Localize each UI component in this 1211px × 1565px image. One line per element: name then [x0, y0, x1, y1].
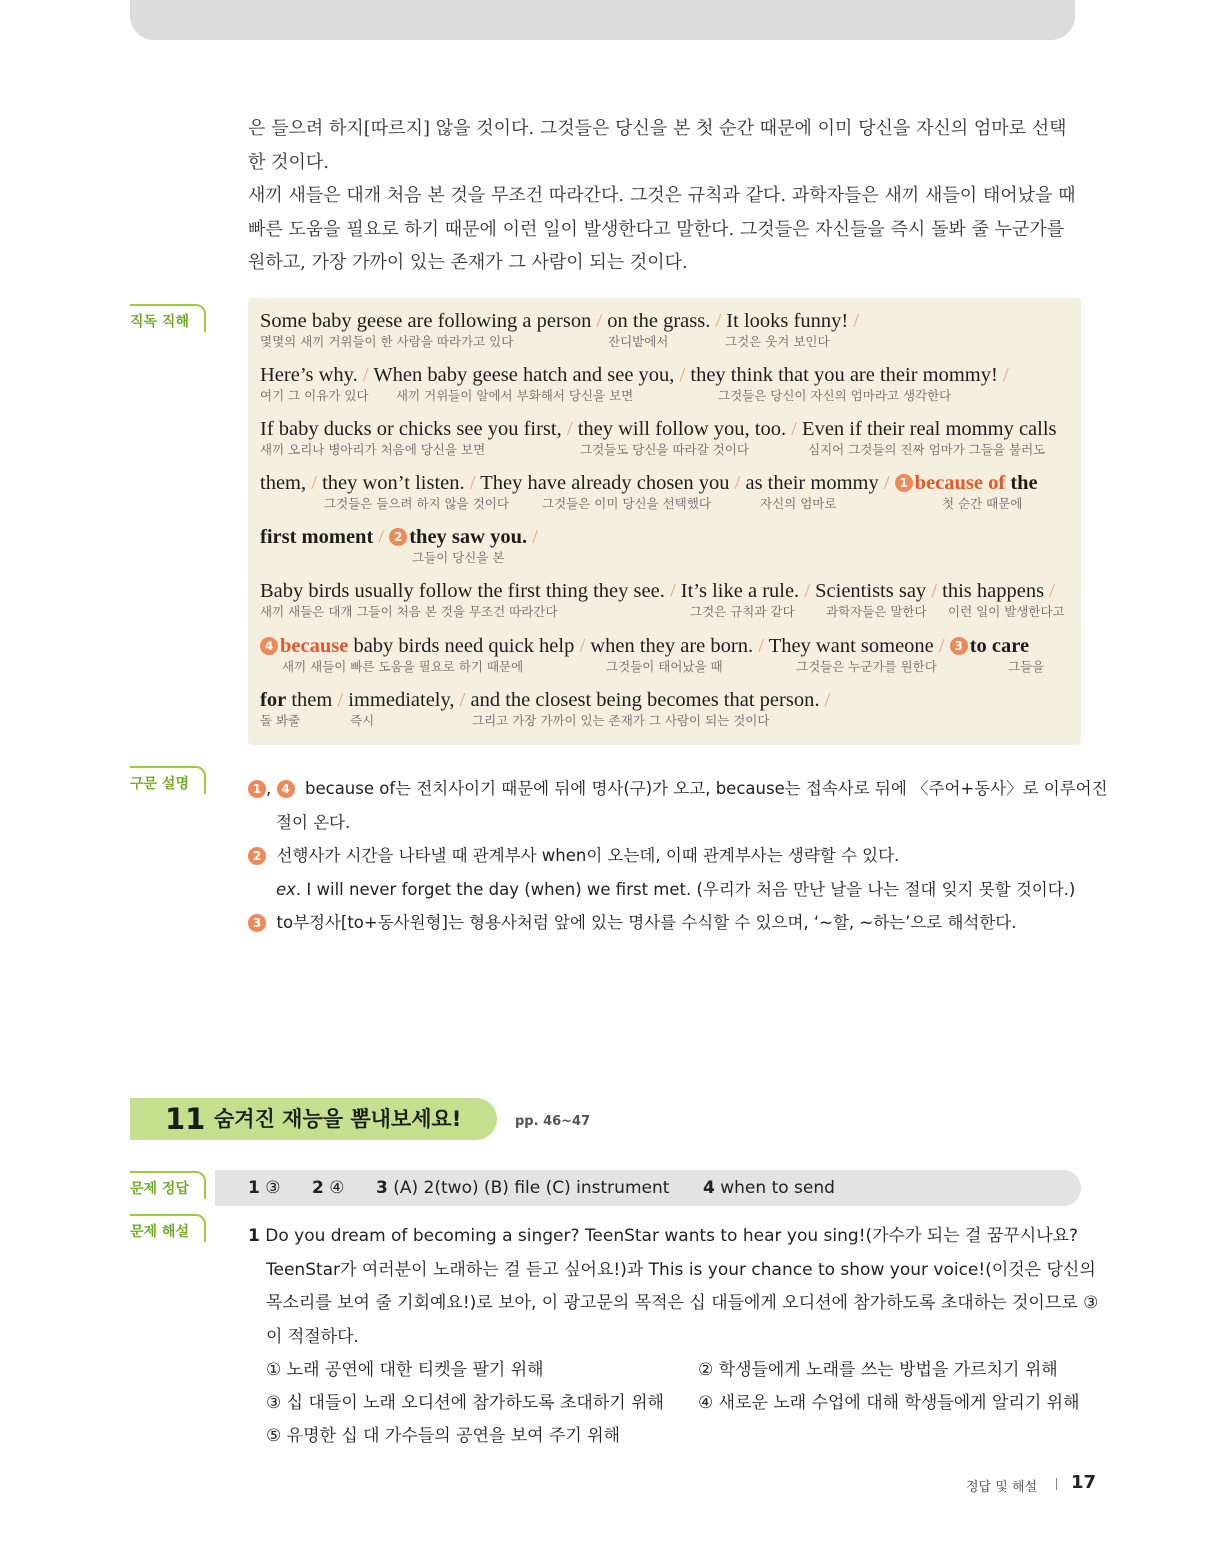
page-number: 17 — [1071, 1472, 1097, 1493]
option-1: ① 노래 공연에 대한 티켓을 팔기 위해 — [266, 1360, 544, 1380]
footer-label: 정답 및 해설 — [966, 1480, 1038, 1495]
reading-line: Baby birds usually follow the first thing they see. / It’s like a rule. / Scientists say / this happens / 새끼 새들은 대개 그들이 처음 본 것을 무조건 따라간다 그것은 규칙과 같다 과학자들은 말한다 이런 일이 발생한다고 — [260, 580, 1065, 619]
page-footer — [966, 1472, 1097, 1495]
reading-line: 4 because baby birds need quick help / when they are born. / They want someone / 3 to care 새끼 새들이 빠른 도움을 필요로 하기 때문에 그것들이 태어났을 때 그것들은 누군가를 원한다 그들을 — [260, 633, 1070, 675]
grammar-label: 구문 설명 — [130, 766, 206, 794]
option-4: ④ 새로운 노래 수업에 대해 학생들에게 알리기 위해 — [698, 1393, 1080, 1413]
reading-line: first moment / 2 they saw you. / 그들이 당신을 본 — [260, 526, 538, 565]
explanation-line: 1 Do you dream of becoming a singer? TeenStar wants to hear you sing!(가수가 되는 걸 꿈꾸시나요? — [248, 1226, 1079, 1246]
marker-4-icon: 4 — [277, 780, 295, 798]
explanation-line: TeenStar가 여러분이 노래하는 걸 듣고 싶어요!)과 This is your chance to show your voice!(이것은 당신의 — [266, 1259, 1096, 1280]
answers-label: 문제 정답 — [130, 1171, 206, 1199]
translation-line: 새끼 새들은 대개 처음 본 것을 무조건 따라간다. 그것은 규칙과 같다. 과학자들은 새끼 새들이 태어났을 때 — [248, 185, 1076, 206]
direct-reading-box — [248, 298, 1081, 745]
explanation-line: 목소리를 보여 줄 기회예요!)로 보아, 이 광고문의 목적은 십 대들에게 오디션에 참가하도록 초대하는 것이므로 ③ — [266, 1293, 1099, 1313]
translation-line: 은 들으려 하지[따르지] 않을 것이다. 그것들은 당신을 본 첫 순간 때문에 이미 당신을 자신의 엄마로 선택 — [248, 118, 1067, 139]
reading-line: them, / they won’t listen. / They have already chosen you / as their mommy / 1 because of the 그것들은 들으려 하지 않을 것이다 그것들은 이미 당신을 선택했다 자신의 엄마로 첫 순간 때문에 — [260, 472, 1038, 511]
grammar-item: 3 to부정사[to+동사원형]는 형용사처럼 앞에 있는 명사를 수식할 수 있으며, ‘~할, ~하는’으로 해석한다. — [248, 906, 1088, 940]
marker-3-icon: 3 — [950, 637, 968, 655]
grammar-item: 1 , 4 because of는 전치사이기 때문에 뒤에 명사(구)가 오고, because는 접속사로 뒤에 〈주어+동사〉로 이루어진 — [248, 772, 1088, 806]
reading-line: Here’s why. / When baby geese hatch and see you, / they think that you are their mommy! / 여기 그 이유가 있다 새끼 거위들이 알에서 부화해서 당신을 보면 그것들은 당신이 자신의 엄마라고 생각한다 — [260, 364, 1009, 403]
answer-3: 3 (A) 2(two) (B) file (C) instrument — [376, 1178, 670, 1198]
top-header-bar — [130, 0, 1075, 40]
unit-header — [130, 1098, 497, 1140]
translation-line: 원하고, 가장 가까이 있는 존재가 그 사람이 되는 것이다. — [248, 252, 688, 273]
grammar-item: 2 선행사가 시간을 나타낼 때 관계부사 when이 오는데, 이때 관계부사는 생략할 수 있다. — [248, 839, 1088, 873]
option-3: ③ 십 대들이 노래 오디션에 참가하도록 초대하기 위해 — [266, 1393, 664, 1413]
translation-line: 빠른 도움을 필요로 하기 때문에 이런 일이 발생한다고 말한다. 그것들은 자신들을 즉시 돌봐 줄 누군가를 — [248, 218, 1065, 240]
grammar-item-cont: 절이 온다. — [276, 812, 351, 832]
marker-4-icon: 4 — [260, 637, 278, 655]
grammar-explanation — [248, 772, 1108, 940]
explanation-label: 문제 해설 — [130, 1214, 206, 1242]
marker-2-icon: 2 — [389, 528, 407, 546]
answer-4: 4 when to send — [703, 1178, 835, 1198]
direct-reading-label: 직독 직해 — [130, 304, 206, 332]
footer-divider — [1056, 1478, 1057, 1490]
grammar-example: ex. I will never forget the day (when) we first met. (우리가 처음 만난 날을 나는 절대 잊지 못할 것이다.) — [276, 879, 1076, 899]
unit-number: 11 — [165, 1102, 206, 1136]
marker-1-icon: 1 — [895, 474, 913, 492]
option-list — [266, 1354, 1088, 1454]
answer-bar — [215, 1170, 1081, 1206]
answer-explanation — [248, 1220, 1099, 1454]
reading-line: for them / immediately, / and the closest being becomes that person. / 돌 봐줄 즉시 그리고 가장 가까이 있는 존재가 그 사람이 되는 것이다 — [260, 689, 831, 728]
marker-1-icon: 1 — [248, 780, 266, 798]
unit-title: 숨겨진 재능을 뽐내보세요! — [214, 1107, 462, 1131]
answer-1: 1 ③ — [248, 1178, 281, 1198]
translation-line: 한 것이다. — [248, 151, 329, 173]
translation-paragraph — [248, 112, 1082, 280]
option-2: ② 학생들에게 노래를 쓰는 방법을 가르치기 위해 — [698, 1360, 1058, 1380]
marker-3-icon: 3 — [248, 914, 266, 932]
reading-line: If baby ducks or chicks see you first, / they will follow you, too. / Even if their real mommy calls 새끼 오리나 병아리가 처음에 당신을 보면 그것들도 당신을 따라갈 것이다 심지어 그것들의 진짜 엄마가 그들을 불러도 — [260, 418, 1057, 457]
answer-2: 2 ④ — [312, 1178, 345, 1198]
explanation-line: 이 적절하다. — [266, 1326, 359, 1347]
marker-2-icon: 2 — [248, 847, 266, 865]
page-range: pp. 46~47 — [515, 1114, 591, 1129]
reading-line: Some baby geese are following a person / on the grass. / It looks funny! / 몇몇의 새끼 거위들이 한 사람을 따라가고 있다 잔디밭에서 그것은 웃겨 보인다 — [260, 310, 859, 349]
option-5: ⑤ 유명한 십 대 가수들의 공연을 보여 주기 위해 — [266, 1426, 621, 1446]
